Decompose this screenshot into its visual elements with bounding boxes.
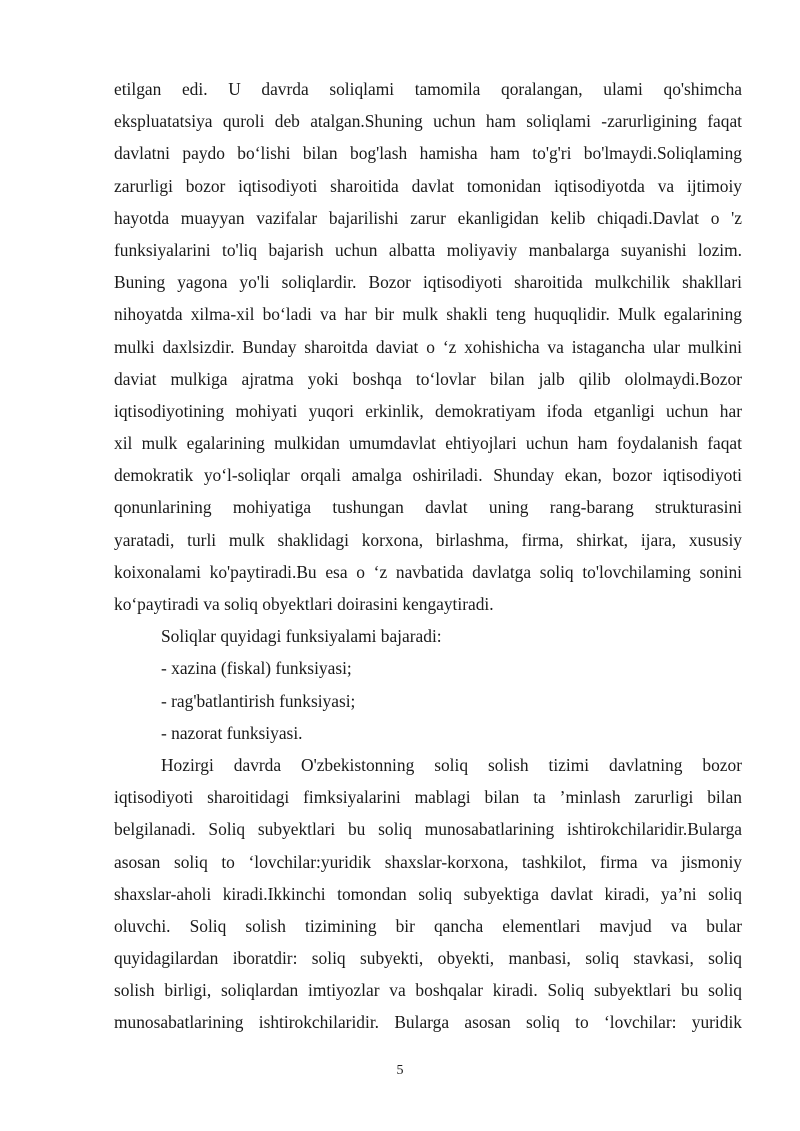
text-line: asosan soliq to ‘lovchilar:yuridik shaxslar-korxona, tashkilot, firma va jismoniy bbox=[114, 851, 742, 872]
text-line: oluvchi. Soliq solish tizimining bir qancha elementlari mavjud va bular bbox=[114, 915, 742, 936]
text-line: Hozirgi davrda O'zbekistonning soliq solish tizimi davlatning bozor bbox=[161, 754, 742, 775]
text-line: iqtisodiyotining mohiyati yuqori erkinlik, demokratiyam ifoda etganligi uchun har bbox=[114, 400, 742, 421]
text-line: daviat mulkiga ajratma yoki boshqa to‘lovlar bilan jalb qilib ololmaydi.Bozor bbox=[114, 368, 742, 389]
text-line: ko‘paytiradi va soliq obyektlari doirasini kengaytiradi. bbox=[114, 594, 494, 614]
text-line: belgilanadi. Soliq subyektlari bu soliq munosabatlarining ishtirokchilaridir.Bularga bbox=[114, 819, 742, 840]
text-line: quyidagilardan iboratdir: soliq subyekti, obyekti, manbasi, soliq stavkasi, soliq bbox=[114, 948, 742, 969]
text-line: solish birligi, soliqlardan imtiyozlar va boshqalar kiradi. Soliq subyektlari bu soliq bbox=[114, 980, 742, 1001]
text-line: koixonalami ko'paytiradi.Bu esa o ‘z navbatida davlatga soliq to'lovchilaming sonini bbox=[114, 561, 742, 582]
document-page bbox=[114, 73, 742, 1039]
text-line: ekspluatatsiya quroli deb atalgan.Shuning uchun ham soliqlami -zarurligining faqat bbox=[114, 111, 742, 132]
text-line: nihoyatda xilma-xil bo‘ladi va har bir mulk shakli teng huquqlidir. Mulk egalarining bbox=[114, 304, 742, 325]
text-line: xil mulk egalarining mulkidan umumdavlat ehtiyojlari uchun ham foydalanish faqat bbox=[114, 433, 742, 454]
list-intro: Soliqlar quyidagi funksiyalami bajaradi: bbox=[161, 626, 442, 647]
text-line: qonunlarining mohiyatiga tushungan davlat uning rang-barang strukturasini bbox=[114, 497, 742, 518]
text-line: davlatni paydo bo‘lishi bilan bog'lash hamisha ham to'g'ri bo'lmaydi.Soliqlaming bbox=[114, 143, 742, 164]
text-line: hayotda muayyan vazifalar bajarilishi zarur ekanligidan kelib chiqadi.Davlat o 'z bbox=[114, 207, 742, 228]
text-line: munosabatlarining ishtirokchilaridir. Bularga asosan soliq to ‘lovchilar: yuridik bbox=[114, 1012, 742, 1033]
text-line: etilgan edi. U davrda soliqlami tamomila qoralangan, ulami qo'shimcha bbox=[114, 79, 742, 99]
text-line: zarurligi bozor iqtisodiyoti sharoitida davlat tomonidan iqtisodiyotda va ijtimoiy bbox=[114, 175, 742, 196]
text-line: Buning yagona yo'li soliqlardir. Bozor iqtisodiyoti sharoitida mulkchilik shakllari bbox=[114, 272, 742, 293]
list-item: - xazina (fiskal) funksiyasi; bbox=[161, 658, 352, 679]
list-item: - rag'batlantirish funksiyasi; bbox=[161, 690, 356, 711]
text-line: funksiyalarini to'liq bajarish uchun albatta moliyaviy manbalarga suyanishi lozim. bbox=[114, 239, 742, 260]
text-line: demokratik yo‘l-soliqlar orqali amalga oshiriladi. Shunday ekan, bozor iqtisodiyoti bbox=[114, 465, 742, 486]
text-line: shaxslar-aholi kiradi.Ikkinchi tomondan soliq subyektiga davlat kiradi, ya’ni soliq bbox=[114, 883, 742, 904]
text-line: yaratadi, turli mulk shaklidagi korxona, birlashma, firma, shirkat, ijara, xususiy bbox=[114, 529, 742, 550]
list-item: - nazorat funksiyasi. bbox=[161, 722, 303, 743]
page-number: 5 bbox=[396, 1063, 404, 1078]
text-line: mulki daxlsizdir. Bunday sharoitda daviat o ‘z xohishicha va istagancha ular mulkini bbox=[114, 336, 742, 357]
text-line: iqtisodiyoti sharoitidagi fimksiyalarini mablagi bilan ta ’minlash zarurligi bilan bbox=[114, 787, 742, 808]
